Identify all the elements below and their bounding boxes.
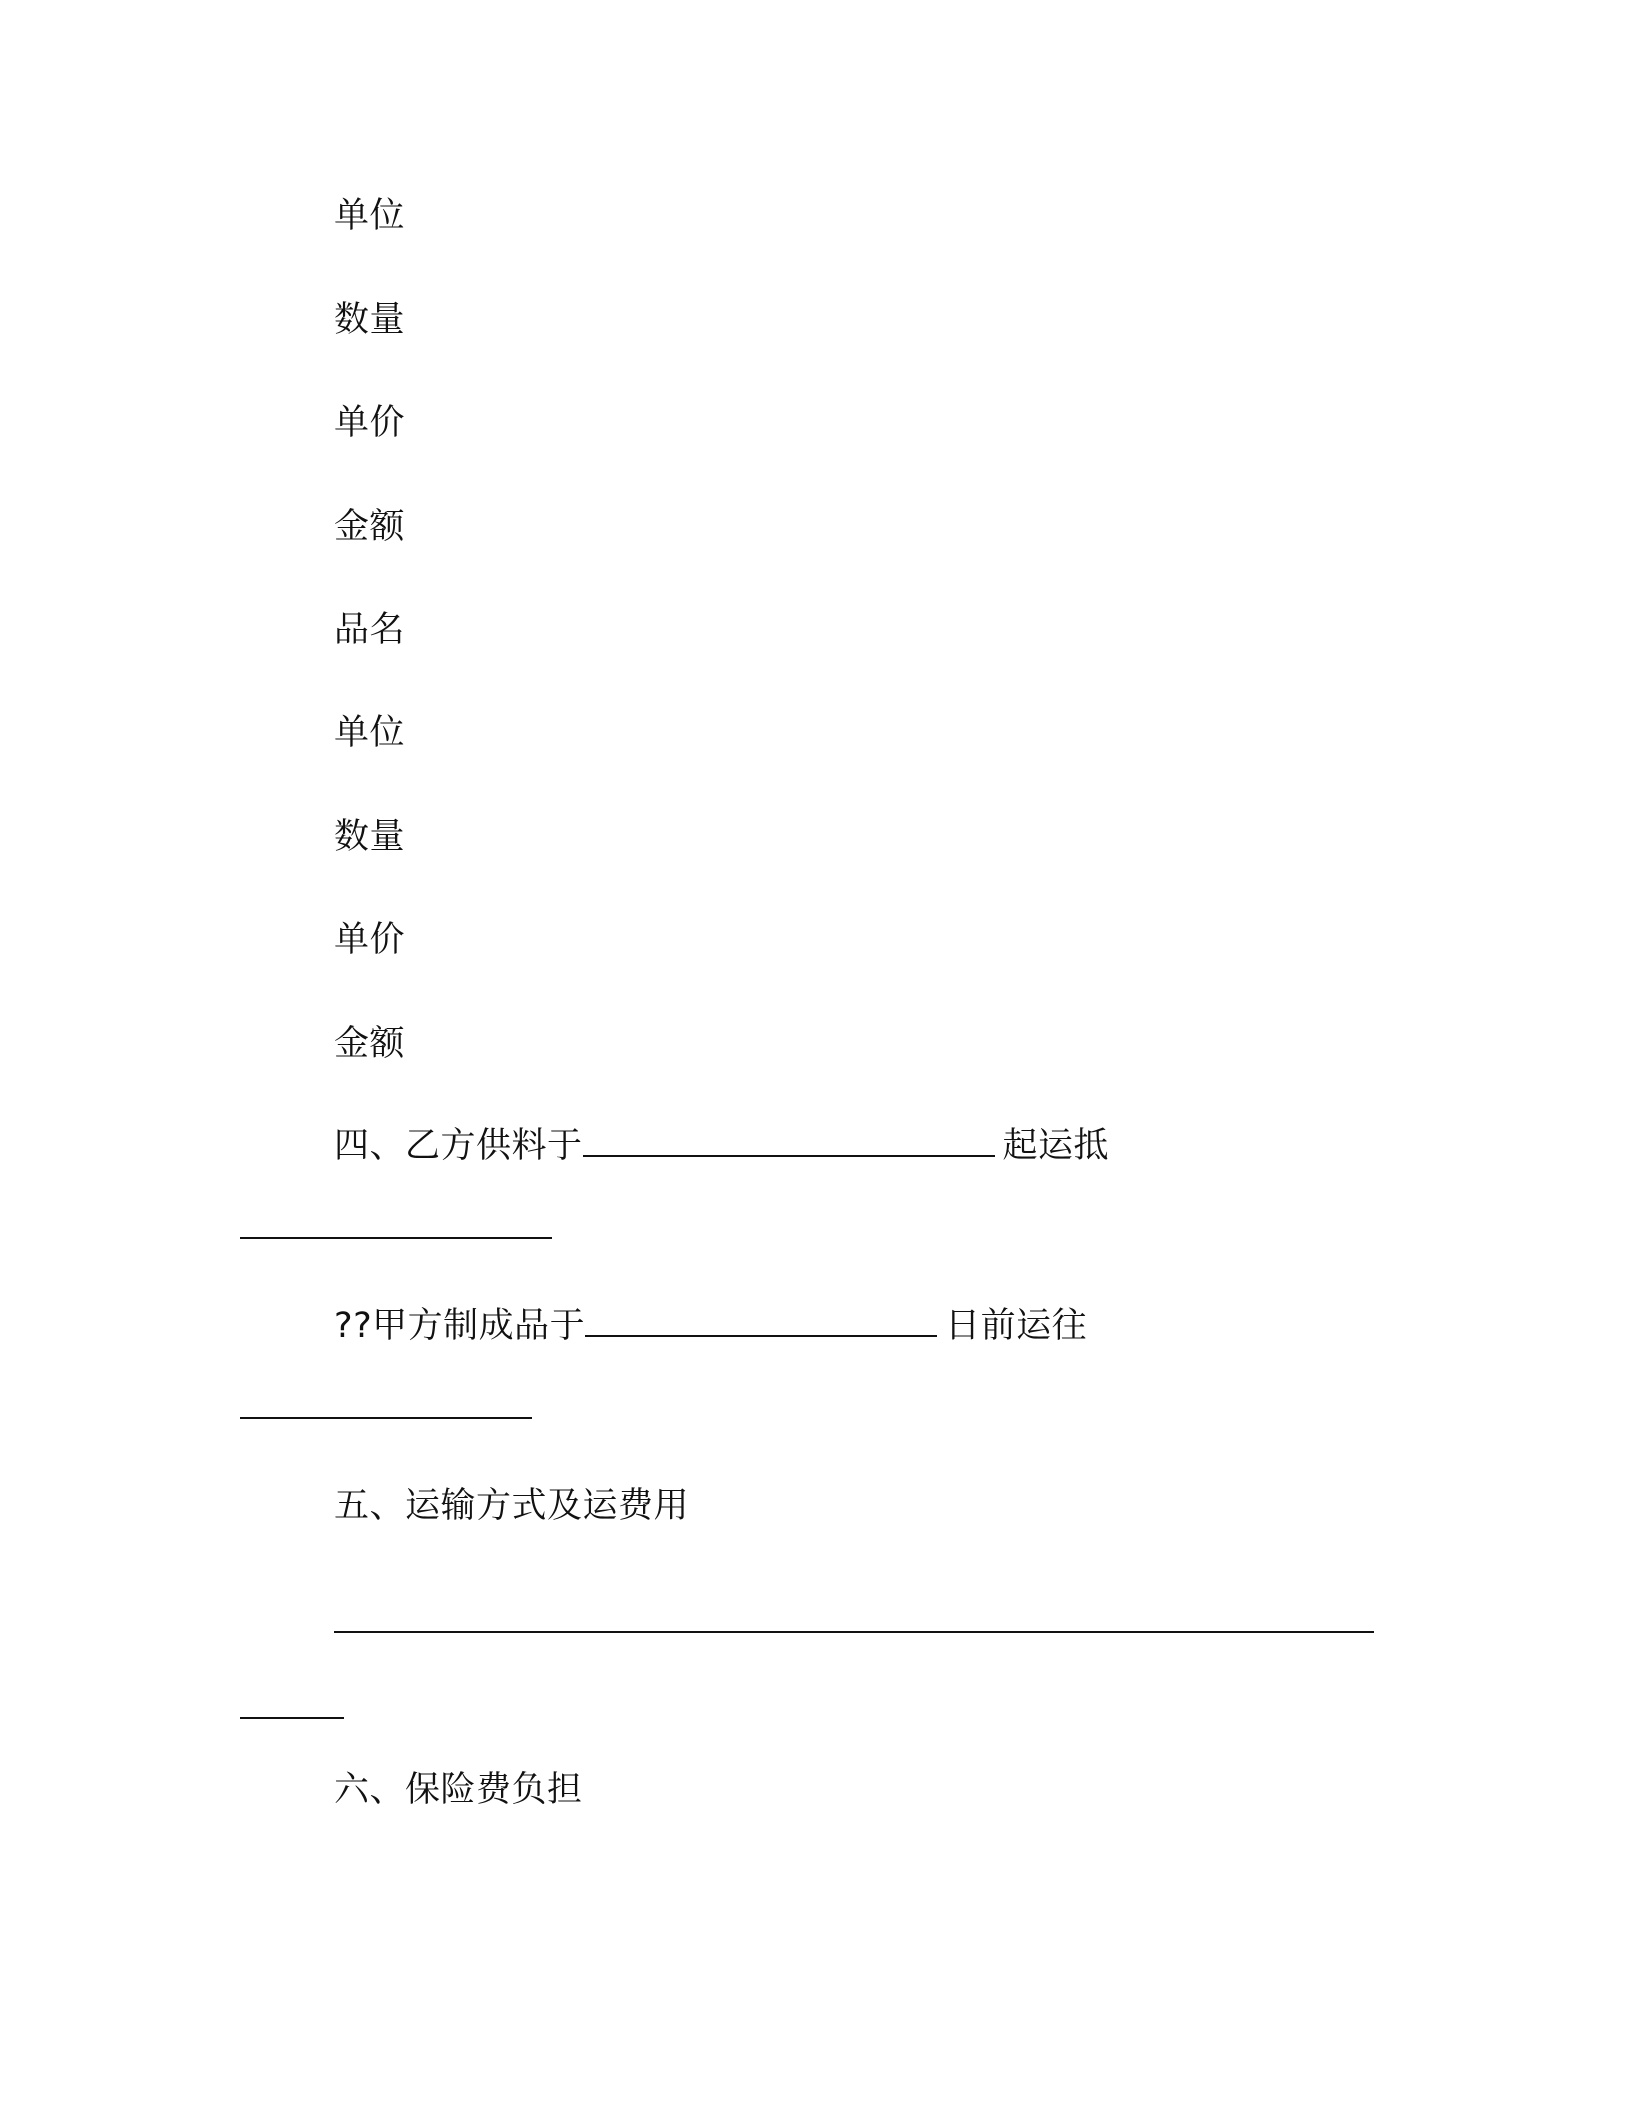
label-unit-price-2: 单价: [334, 920, 406, 960]
label-quantity-2: 数量: [334, 817, 406, 857]
clause-4-line-4: [240, 1386, 532, 1430]
label-amount-2: 金额: [334, 1024, 406, 1064]
label-unit-1: 单位: [334, 196, 406, 236]
clause-4-line-1: [334, 1124, 1109, 1168]
clause-5-line-1: [334, 1600, 1374, 1644]
clause-4-suffix: 起运抵: [1002, 1126, 1110, 1166]
clause-5-line-2: [240, 1686, 344, 1730]
label-unit-2: 单位: [334, 713, 406, 753]
label-product-name: 品名: [334, 610, 406, 650]
label-amount-1: 金额: [334, 507, 406, 547]
blank-supply-date[interactable]: [583, 1125, 995, 1157]
blank-transport-method-cont[interactable]: [240, 1687, 344, 1719]
clause-4-prefix: 四、乙方供料于: [334, 1126, 583, 1166]
clause-5-heading: 五、运输方式及运费用: [334, 1486, 690, 1526]
clause-4-line-2: [240, 1206, 552, 1250]
clause-6-heading: 六、保险费负担: [334, 1770, 583, 1810]
blank-transport-method[interactable]: [334, 1601, 1374, 1633]
blank-supply-destination[interactable]: [240, 1207, 552, 1239]
blank-product-date[interactable]: [585, 1305, 937, 1337]
blank-product-destination[interactable]: [240, 1387, 532, 1419]
clause-4-product-prefix: ??甲方制成品于: [334, 1306, 586, 1346]
label-unit-price-1: 单价: [334, 403, 406, 443]
label-quantity-1: 数量: [334, 300, 406, 340]
clause-4-product-suffix: 日前运往: [945, 1306, 1088, 1346]
clause-4-line-3: [334, 1304, 1087, 1348]
